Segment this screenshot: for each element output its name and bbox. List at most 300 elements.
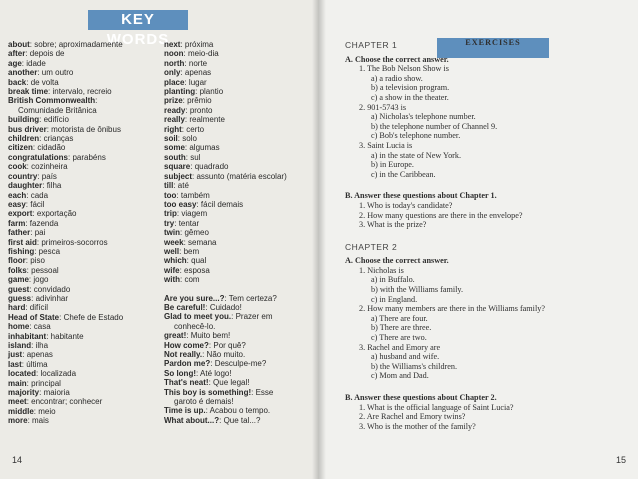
- glossary-colon: :: [37, 68, 42, 78]
- glossary-term: inhabitant: [8, 331, 47, 341]
- glossary-term: So long!: [164, 368, 196, 378]
- glossary-definition: gêmeo: [184, 228, 209, 238]
- glossary-colon: :: [46, 331, 51, 341]
- glossary-definition: bem: [183, 246, 200, 256]
- glossary-term: soil: [164, 134, 178, 144]
- glossary-entry: [164, 153, 314, 162]
- glossary-colon: :: [59, 312, 64, 322]
- glossary-colon: :: [25, 303, 30, 313]
- glossary-term: prize: [164, 96, 183, 106]
- glossary-definition: jogo: [33, 275, 49, 285]
- glossary-definition: esposa: [184, 265, 210, 275]
- answer-option: c) There are two.: [371, 333, 427, 343]
- glossary-definition: crianças: [43, 134, 74, 144]
- glossary-colon: :: [176, 190, 181, 200]
- glossary-entry: [164, 40, 314, 49]
- glossary-term: some: [164, 143, 185, 153]
- glossary-colon: :: [39, 115, 44, 125]
- glossary-entry: [164, 266, 314, 275]
- exercise-question: 1. Nicholas is: [359, 265, 404, 275]
- glossary-term: citizen: [8, 143, 33, 153]
- glossary-definition: maioria: [43, 388, 70, 398]
- glossary-term: guess: [8, 293, 32, 303]
- exercise-question: 1. Who is today's candidate?: [359, 200, 453, 210]
- glossary-colon: :: [29, 322, 34, 332]
- glossary-term: farm: [8, 218, 26, 228]
- glossary-term: noon: [164, 49, 184, 59]
- glossary-entry: [164, 303, 314, 312]
- glossary-definition: algumas: [189, 143, 220, 153]
- glossary-definition: convidado: [33, 284, 71, 294]
- glossary-term: How come?: [164, 340, 209, 350]
- glossary-entry: [8, 256, 158, 265]
- glossary-definition: última: [26, 359, 48, 369]
- glossary-definition: parabéns: [72, 152, 106, 162]
- glossary-entry: [164, 388, 314, 397]
- glossary-term: south: [164, 152, 186, 162]
- glossary-definition: primeiros-socorros: [41, 237, 108, 247]
- glossary-colon: :: [186, 256, 192, 266]
- glossary-term: ready: [164, 105, 186, 115]
- glossary-colon: :: [34, 246, 39, 256]
- glossary-entry: [8, 360, 158, 369]
- glossary-definition: semana: [188, 237, 217, 247]
- glossary-definition: Comunidade Britânica: [18, 105, 97, 115]
- glossary-colon: :: [42, 181, 47, 191]
- glossary-entry: [164, 331, 314, 340]
- glossary-entry: [8, 78, 158, 87]
- glossary-entry: [164, 275, 314, 284]
- glossary-colon: :: [21, 58, 27, 68]
- glossary-entry: [164, 369, 314, 378]
- answer-option: a) husband and wife.: [371, 352, 440, 362]
- glossary-colon: :: [26, 190, 31, 200]
- glossary-entry: [8, 143, 158, 152]
- glossary-colon: :: [31, 293, 36, 303]
- glossary-term: only: [164, 68, 181, 78]
- glossary-colon: :: [36, 369, 41, 379]
- glossary-definition: prêmio: [187, 96, 212, 106]
- glossary-term: age: [8, 58, 22, 68]
- glossary-definition: Cuidado!: [209, 302, 242, 312]
- glossary-term: guest: [8, 284, 30, 294]
- page-number-left: 14: [12, 455, 23, 465]
- glossary-term: great!: [164, 331, 187, 341]
- glossary-definition: Esse: [255, 387, 274, 397]
- answer-option: b) the telephone number of Channel 9.: [371, 121, 498, 131]
- glossary-colon: :: [180, 40, 185, 49]
- glossary-definition: habitante: [50, 331, 84, 341]
- glossary-colon: :: [195, 87, 200, 97]
- glossary-colon: :: [37, 171, 42, 181]
- glossary-colon: :: [25, 218, 30, 228]
- glossary-colon: :: [182, 96, 188, 106]
- glossary-definition: viagem: [181, 209, 208, 219]
- glossary-definition: de volta: [30, 77, 59, 87]
- book-gutter: [312, 0, 326, 479]
- exercise-question: 3. Rachel and Emory are: [359, 342, 441, 352]
- glossary-colon: :: [205, 302, 210, 312]
- glossary-definition: solo: [182, 134, 197, 144]
- glossary-term: after: [8, 49, 26, 59]
- glossary-term: British Commonwealth: [8, 96, 96, 106]
- glossary-colon: :: [190, 162, 195, 172]
- glossary-definition: apenas: [26, 350, 53, 360]
- glossary-colon: :: [196, 368, 201, 378]
- glossary-definition: meio: [38, 406, 56, 416]
- glossary-entry: [8, 162, 158, 171]
- glossary-term: too easy: [164, 199, 197, 209]
- glossary-definition: Por quê?: [213, 340, 246, 350]
- glossary-entry: [164, 200, 314, 209]
- glossary-definition: meio-dia: [188, 49, 219, 59]
- glossary-term: fishing: [8, 246, 35, 256]
- glossary-term: right: [164, 124, 182, 134]
- glossary-term: located: [8, 369, 37, 379]
- glossary-colon: :: [31, 341, 36, 350]
- glossary-colon: :: [180, 228, 185, 238]
- glossary-colon: :: [29, 284, 34, 294]
- glossary-term: too: [164, 190, 177, 200]
- glossary-entry: [164, 322, 314, 331]
- glossary-colon: :: [179, 246, 184, 256]
- glossary-definition: mais: [32, 416, 49, 426]
- glossary-colon: :: [28, 275, 34, 285]
- glossary-colon: :: [25, 256, 31, 266]
- glossary-definition: Prazer em: [235, 312, 273, 322]
- glossary-term: planting: [164, 87, 196, 97]
- exercise-instruction: A. Choose the correct answer.: [345, 54, 449, 64]
- glossary-colon: :: [202, 350, 207, 359]
- glossary-term: with: [164, 275, 180, 285]
- glossary-entry: [164, 96, 314, 105]
- glossary-colon: :: [208, 378, 214, 388]
- glossary-entry: [164, 247, 314, 256]
- glossary-definition: sul: [190, 152, 201, 162]
- glossary-definition: sobre; aproximadamente: [34, 40, 123, 49]
- glossary-entry: [8, 228, 158, 237]
- page-number-right: 15: [615, 455, 626, 465]
- glossary-term: place: [164, 77, 185, 87]
- glossary-colon: :: [39, 134, 44, 144]
- glossary-term: middle: [8, 406, 34, 416]
- glossary-term: really: [164, 115, 185, 125]
- glossary-definition: fácil: [30, 199, 45, 209]
- spacer: [345, 179, 631, 189]
- glossary-definition: pronto: [189, 105, 213, 115]
- answer-option: c) Bob's telephone number.: [371, 131, 461, 141]
- glossary-definition: até: [177, 181, 189, 191]
- glossary-entry: [164, 172, 314, 181]
- glossary-entry: [164, 125, 314, 134]
- glossary-definition: com: [184, 275, 200, 285]
- glossary-entry: [164, 49, 314, 58]
- exercise-question: 3. What is the prize?: [359, 220, 427, 230]
- glossary-colon: :: [29, 40, 35, 49]
- spacer: [345, 230, 631, 240]
- glossary-definition: norte: [188, 58, 208, 68]
- glossary-term: Pardon me?: [164, 359, 211, 369]
- glossary-definition: qual: [191, 256, 207, 266]
- glossary-colon: :: [179, 265, 185, 275]
- glossary-term: home: [8, 322, 30, 332]
- glossary-definition: cidadão: [37, 143, 66, 153]
- glossary-term: majority: [8, 388, 40, 398]
- glossary-entry: [8, 219, 158, 228]
- glossary-term: floor: [8, 256, 26, 266]
- glossary-term: which: [164, 256, 187, 266]
- glossary-definition: idade: [26, 58, 46, 68]
- glossary-definition: ilha: [35, 341, 49, 350]
- glossary-term: about: [8, 40, 30, 49]
- glossary-gap: [164, 285, 314, 294]
- glossary-term: meet: [8, 397, 27, 407]
- glossary-entry: [164, 256, 314, 265]
- glossary-term: just: [8, 350, 23, 360]
- glossary-entry: [164, 209, 314, 218]
- glossary-definition: filha: [46, 181, 62, 191]
- glossary-entry: [8, 350, 158, 359]
- glossary-colon: :: [30, 228, 35, 238]
- glossary-entry: [8, 238, 158, 247]
- glossary-definition: Tem certeza?: [228, 293, 277, 303]
- glossary-definition: difícil: [29, 303, 49, 313]
- glossary-term: Glad to meet you.: [164, 312, 232, 322]
- glossary-colon: :: [68, 152, 73, 162]
- glossary-definition: pesca: [38, 246, 61, 256]
- glossary-entry: [8, 313, 158, 322]
- glossary-entry: [8, 397, 158, 406]
- glossary-term: children: [8, 134, 40, 144]
- glossary-colon: :: [26, 162, 32, 172]
- glossary-term: This boy is something!: [164, 387, 252, 397]
- answer-option: a) There are four.: [371, 313, 428, 323]
- glossary-term: export: [8, 209, 33, 219]
- glossary-definition: Desculpe-me?: [214, 359, 267, 369]
- glossary-definition: fácil demais: [200, 199, 244, 209]
- glossary-definition: apenas: [184, 68, 212, 78]
- glossary-entry: [8, 369, 158, 378]
- answer-option: b) with the Williams family.: [371, 285, 463, 295]
- glossary-colon: :: [22, 350, 27, 360]
- glossary-colon: :: [95, 96, 98, 106]
- glossary-term: till: [164, 181, 174, 191]
- glossary-term: island: [8, 341, 32, 350]
- glossary-colon: :: [184, 143, 190, 153]
- glossary-entry: [164, 238, 314, 247]
- glossary-definition: quadrado: [194, 162, 229, 172]
- glossary-definition: Muito bem!: [190, 331, 231, 341]
- glossary-colon: :: [26, 397, 32, 407]
- exercise-instruction: A. Choose the correct answer.: [345, 256, 449, 266]
- glossary-term: well: [164, 246, 180, 256]
- glossary-term: folks: [8, 265, 27, 275]
- glossary-term: last: [8, 359, 22, 369]
- glossary-entry: [8, 49, 158, 58]
- glossary-entry: [164, 294, 314, 303]
- glossary-entry: [8, 40, 158, 49]
- exercises-body: [345, 38, 631, 431]
- glossary-entry: [8, 153, 158, 162]
- glossary-entry: [8, 172, 158, 181]
- exercise-question: 3. Who is the mother of the family?: [359, 421, 476, 431]
- glossary-entry: [164, 341, 314, 350]
- glossary-entry: [8, 294, 158, 303]
- answer-option: a) Nicholas's telephone number.: [371, 112, 476, 122]
- glossary-definition: exportação: [36, 209, 77, 219]
- glossary-term: more: [8, 416, 28, 426]
- glossary-term: north: [164, 58, 185, 68]
- glossary-definition: fazenda: [29, 218, 59, 228]
- exercise-question: 1. The Bob Nelson Show is: [359, 64, 449, 74]
- glossary-colon: :: [176, 209, 182, 219]
- glossary-entry: [164, 350, 314, 359]
- glossary-colon: :: [205, 406, 210, 416]
- exercise-question: 2. Are Rachel and Emory twins?: [359, 412, 466, 422]
- answer-option: a) in the state of New York.: [371, 150, 462, 160]
- glossary-definition: Não muito.: [206, 350, 246, 359]
- glossary-colon: :: [39, 388, 44, 398]
- glossary-entry: [8, 332, 158, 341]
- glossary-entry: [8, 247, 158, 256]
- glossary-entry: [8, 200, 158, 209]
- glossary-definition: edifício: [43, 115, 69, 125]
- glossary-definition: localizada: [40, 369, 77, 379]
- glossary-colon: :: [186, 331, 191, 341]
- exercise-instruction: B. Answer these questions about Chapter 1.: [345, 191, 497, 201]
- glossary-entry: [164, 416, 314, 425]
- glossary-colon: :: [208, 340, 214, 350]
- glossary-definition: Que tal...?: [223, 415, 261, 425]
- glossary-term: main: [8, 378, 27, 388]
- glossary-colon: :: [177, 134, 183, 144]
- glossary-entry: [164, 78, 314, 87]
- glossary-definition: Acabou o tempo.: [209, 406, 271, 416]
- glossary-colon: :: [26, 265, 32, 275]
- glossary-entry: [8, 266, 158, 275]
- glossary-entry: [164, 106, 314, 115]
- chapter-heading: CHAPTER 2: [345, 241, 398, 252]
- glossary-colon: :: [181, 124, 187, 134]
- glossary-definition: tentar: [178, 218, 200, 228]
- glossary-entry: [164, 219, 314, 228]
- glossary-entry: [8, 115, 158, 124]
- glossary-entry: [8, 191, 158, 200]
- glossary-colon: :: [33, 406, 39, 416]
- answer-option: c) a show in the theater.: [371, 92, 449, 102]
- glossary-definition: casa: [33, 322, 51, 332]
- glossary-column-2: [164, 40, 314, 425]
- glossary-colon: :: [210, 359, 215, 369]
- glossary-term: cook: [8, 162, 27, 172]
- glossary-term: Not really.: [164, 350, 203, 359]
- glossary-colon: :: [180, 275, 185, 285]
- glossary-entry: [8, 416, 158, 425]
- glossary-colon: :: [219, 415, 224, 425]
- glossary-definition: plantio: [199, 87, 224, 97]
- glossary-entry: [8, 388, 158, 397]
- answer-option: b) in Europe.: [371, 160, 414, 170]
- exercise-question: 2. How many members are there in the Williams family?: [359, 304, 545, 314]
- glossary-definition: pai: [34, 228, 46, 238]
- glossary-definition: próxima: [184, 40, 214, 49]
- glossary-column-1: [8, 40, 158, 426]
- chapter-heading: CHAPTER 1: [345, 40, 398, 50]
- glossary-entry: [164, 228, 314, 237]
- glossary-definition: lugar: [188, 77, 207, 87]
- glossary-colon: :: [231, 312, 236, 322]
- glossary-colon: :: [36, 237, 42, 247]
- glossary-term: next: [164, 40, 181, 49]
- glossary-entry: [164, 312, 314, 321]
- glossary-entry: [8, 68, 158, 77]
- glossary-colon: :: [21, 359, 27, 369]
- glossary-definition: realmente: [189, 115, 225, 125]
- glossary-definition: assunto (matéria escolar): [196, 171, 287, 181]
- key-words-banner: KEY WORDS: [88, 10, 188, 30]
- glossary-term: father: [8, 228, 31, 238]
- glossary-entry: [8, 322, 158, 331]
- glossary-definition: um outro: [41, 68, 74, 78]
- glossary-term: each: [8, 190, 27, 200]
- glossary-entry: [8, 134, 158, 143]
- glossary-entry: [8, 106, 158, 115]
- glossary-entry: [164, 87, 314, 96]
- glossary-definition: país: [41, 171, 57, 181]
- glossary-definition: principal: [31, 378, 61, 388]
- answer-option: b) a television program.: [371, 83, 450, 93]
- glossary-definition: cozinheira: [31, 162, 68, 172]
- exercise-question: 2. How many questions are there in the envelope?: [359, 210, 523, 220]
- glossary-entry: [8, 407, 158, 416]
- glossary-entry: [8, 303, 158, 312]
- glossary-colon: :: [25, 49, 30, 59]
- answer-option: c) in England.: [371, 294, 418, 304]
- glossary-entry: [8, 275, 158, 284]
- glossary-entry: [8, 96, 158, 105]
- glossary-definition: também: [180, 190, 210, 200]
- glossary-colon: :: [46, 124, 52, 134]
- glossary-term: week: [164, 237, 184, 247]
- glossary-definition: encontrar; conhecer: [31, 397, 103, 407]
- exercises-banner: EXERCISES: [437, 38, 549, 58]
- exercise-instruction: B. Answer these questions about Chapter 2.: [345, 393, 497, 402]
- glossary-colon: :: [251, 387, 256, 397]
- glossary-definition: Chefe de Estado: [63, 312, 124, 322]
- glossary-entry: [164, 162, 314, 171]
- glossary-term: trip: [164, 209, 177, 219]
- glossary-colon: :: [180, 68, 185, 78]
- glossary-term: Be careful!: [164, 302, 206, 312]
- glossary-term: Are you sure...?: [164, 293, 225, 303]
- glossary-term: subject: [164, 171, 193, 181]
- glossary-colon: :: [32, 143, 38, 153]
- exercise-question: 3. Saint Lucia is: [359, 140, 413, 150]
- glossary-definition: garoto é demais!: [174, 397, 234, 407]
- glossary-term: congratulations: [8, 152, 69, 162]
- glossary-term: country: [8, 171, 38, 181]
- glossary-term: What about...?: [164, 415, 220, 425]
- glossary-colon: :: [185, 152, 191, 162]
- glossary-term: Head of State: [8, 312, 60, 322]
- glossary-definition: adivinhar: [35, 293, 69, 303]
- glossary-definition: pessoal: [31, 265, 59, 275]
- spacer: [345, 381, 631, 391]
- glossary-colon: :: [185, 105, 190, 115]
- glossary-definition: motorista de ônibus: [51, 124, 121, 134]
- glossary-colon: :: [174, 218, 179, 228]
- glossary-colon: :: [26, 77, 31, 87]
